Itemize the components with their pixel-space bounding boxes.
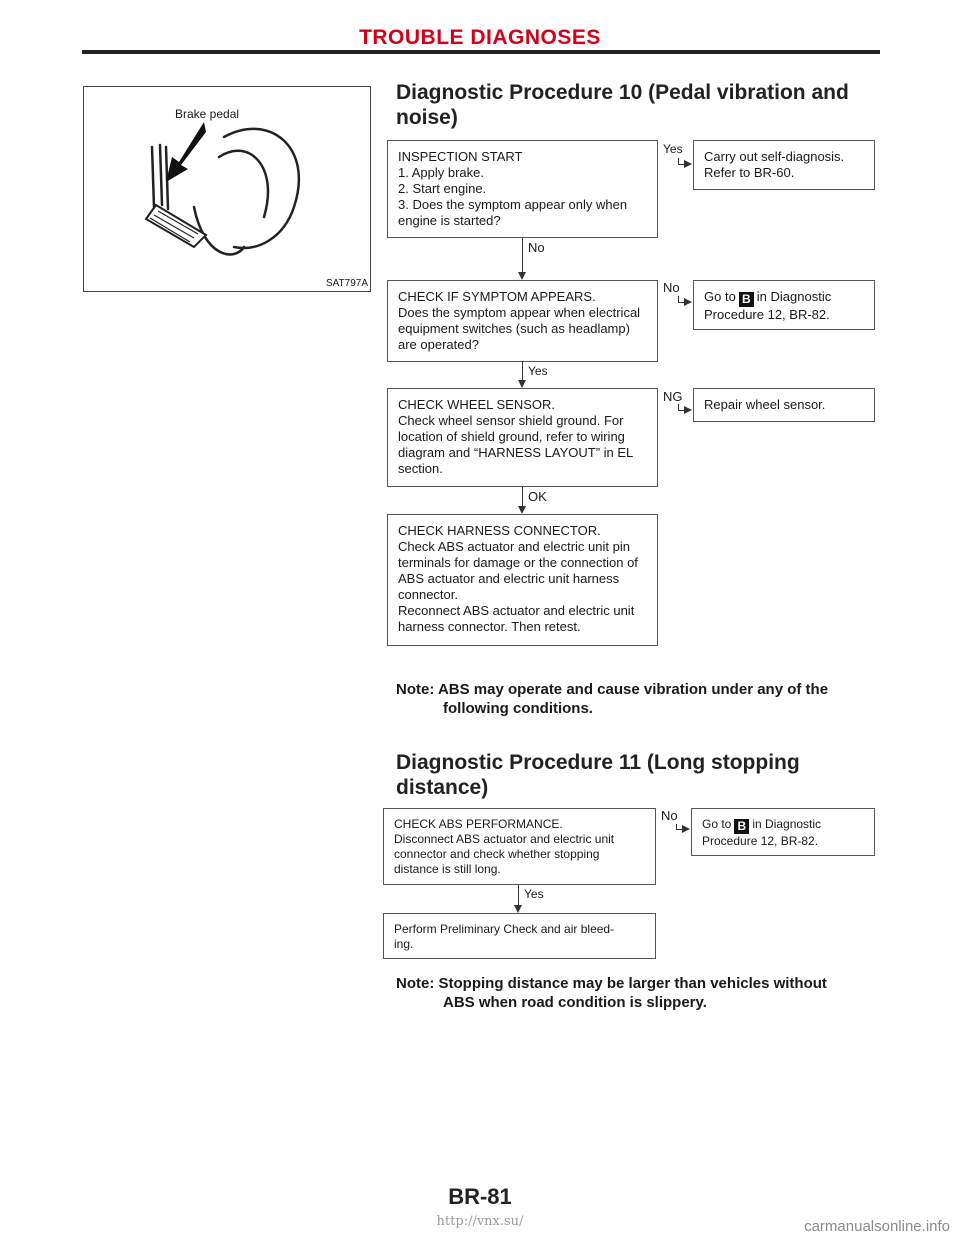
connector-line — [522, 362, 523, 380]
connector-line — [522, 238, 523, 272]
proc10-result-go-to-b — [693, 280, 875, 330]
proc10-note-lead: Note: ABS may operate and cause vibration under any of the — [396, 681, 829, 698]
footer-url-link[interactable]: http://vnx.su/ — [436, 1214, 524, 1229]
proc11-step-check-abs: CHECK ABS PERFORMANCE. Disconnect ABS actuator and electric unit connector and check whether stopping distance is still long. — [383, 808, 656, 885]
illustration-code: SAT797A — [325, 278, 368, 289]
page-number: BR-81 — [448, 1184, 512, 1209]
watermark: carmanualsonline.info — [804, 1218, 950, 1235]
proc11-note-cont: ABS when road condition is slippery. — [443, 994, 707, 1011]
proc10-result-self-diagnosis: Carry out self-diagnosis. Refer to BR-60. — [693, 140, 875, 190]
proc10-note-cont: following conditions. — [443, 700, 593, 717]
connector-line — [522, 487, 523, 506]
b-marker-icon: B — [739, 292, 754, 307]
proc10-branch-label-3: NG — [663, 389, 683, 404]
ref-in-diagnostic: in Diagnostic — [752, 817, 822, 831]
brake-pedal-illustration — [83, 86, 371, 292]
ref-procedure: Procedure 12, BR-82. — [704, 307, 830, 322]
proc11-step-preliminary-check: Perform Preliminary Check and air bleed- ing. — [383, 913, 656, 959]
arrow-down-icon — [514, 905, 522, 913]
arrow-down-icon — [518, 272, 526, 280]
proc11-note-lead: Note: Stopping distance may be larger than vehicles without — [396, 975, 827, 992]
header-rule — [82, 50, 880, 54]
proc11-branch-label: No — [661, 808, 678, 823]
proc10-branch-label-1: Yes — [663, 142, 683, 156]
ref-in-diagnostic: in Diagnostic — [756, 289, 832, 304]
connector-line — [518, 885, 519, 905]
proc11-note — [396, 974, 880, 1012]
proc10-step-check-wheel-sensor: CHECK WHEEL SENSOR. Check wheel sensor shield ground. For location of shield ground, refer to wiring diagram and “HARNESS LAYOUT” in EL section. — [387, 388, 658, 487]
procedure-10-title: Diagnostic Procedure 10 (Pedal vibration and noise) — [396, 81, 849, 129]
proc11-down-label: Yes — [524, 887, 544, 901]
proc10-down-label-2: Yes — [528, 364, 548, 378]
arrow-right-icon — [684, 160, 692, 168]
arrow-down-icon — [518, 380, 526, 388]
proc10-note — [396, 680, 880, 718]
ref-go-to: Go to — [702, 817, 732, 831]
arrow-down-icon — [518, 506, 526, 514]
proc10-step-check-harness: CHECK HARNESS CONNECTOR. Check ABS actuator and electric unit pin terminals for damage or the connection of ABS actuator and electric unit harness connector. Reconnect ABS actuator and electric unit harness connector. Then retest. — [387, 514, 658, 646]
b-marker-icon: B — [734, 819, 749, 834]
illustration-label: Brake pedal — [175, 107, 240, 121]
arrow-right-icon — [684, 298, 692, 306]
page-header-title: TROUBLE DIAGNOSES — [359, 26, 601, 49]
proc10-step-check-symptom: CHECK IF SYMPTOM APPEARS. Does the symptom appear when electrical equipment switches (such as headlamp) are operated? — [387, 280, 658, 362]
ref-procedure: Procedure 12, BR-82. — [702, 834, 819, 848]
arrow-right-icon — [682, 825, 690, 833]
proc10-branch-label-2: No — [663, 280, 680, 295]
proc10-result-repair-sensor: Repair wheel sensor. — [693, 388, 875, 422]
procedure-11-title: Diagnostic Procedure 11 (Long stopping distance) — [396, 751, 800, 799]
proc10-down-label-3: OK — [528, 489, 547, 504]
proc10-down-label-1: No — [528, 240, 545, 255]
ref-go-to: Go to — [704, 289, 736, 304]
proc10-step-inspection-start: INSPECTION START 1. Apply brake. 2. Start engine. 3. Does the symptom appear only when engine is started? — [387, 140, 658, 238]
arrow-right-icon — [684, 406, 692, 414]
proc11-result-go-to-b — [691, 808, 875, 856]
